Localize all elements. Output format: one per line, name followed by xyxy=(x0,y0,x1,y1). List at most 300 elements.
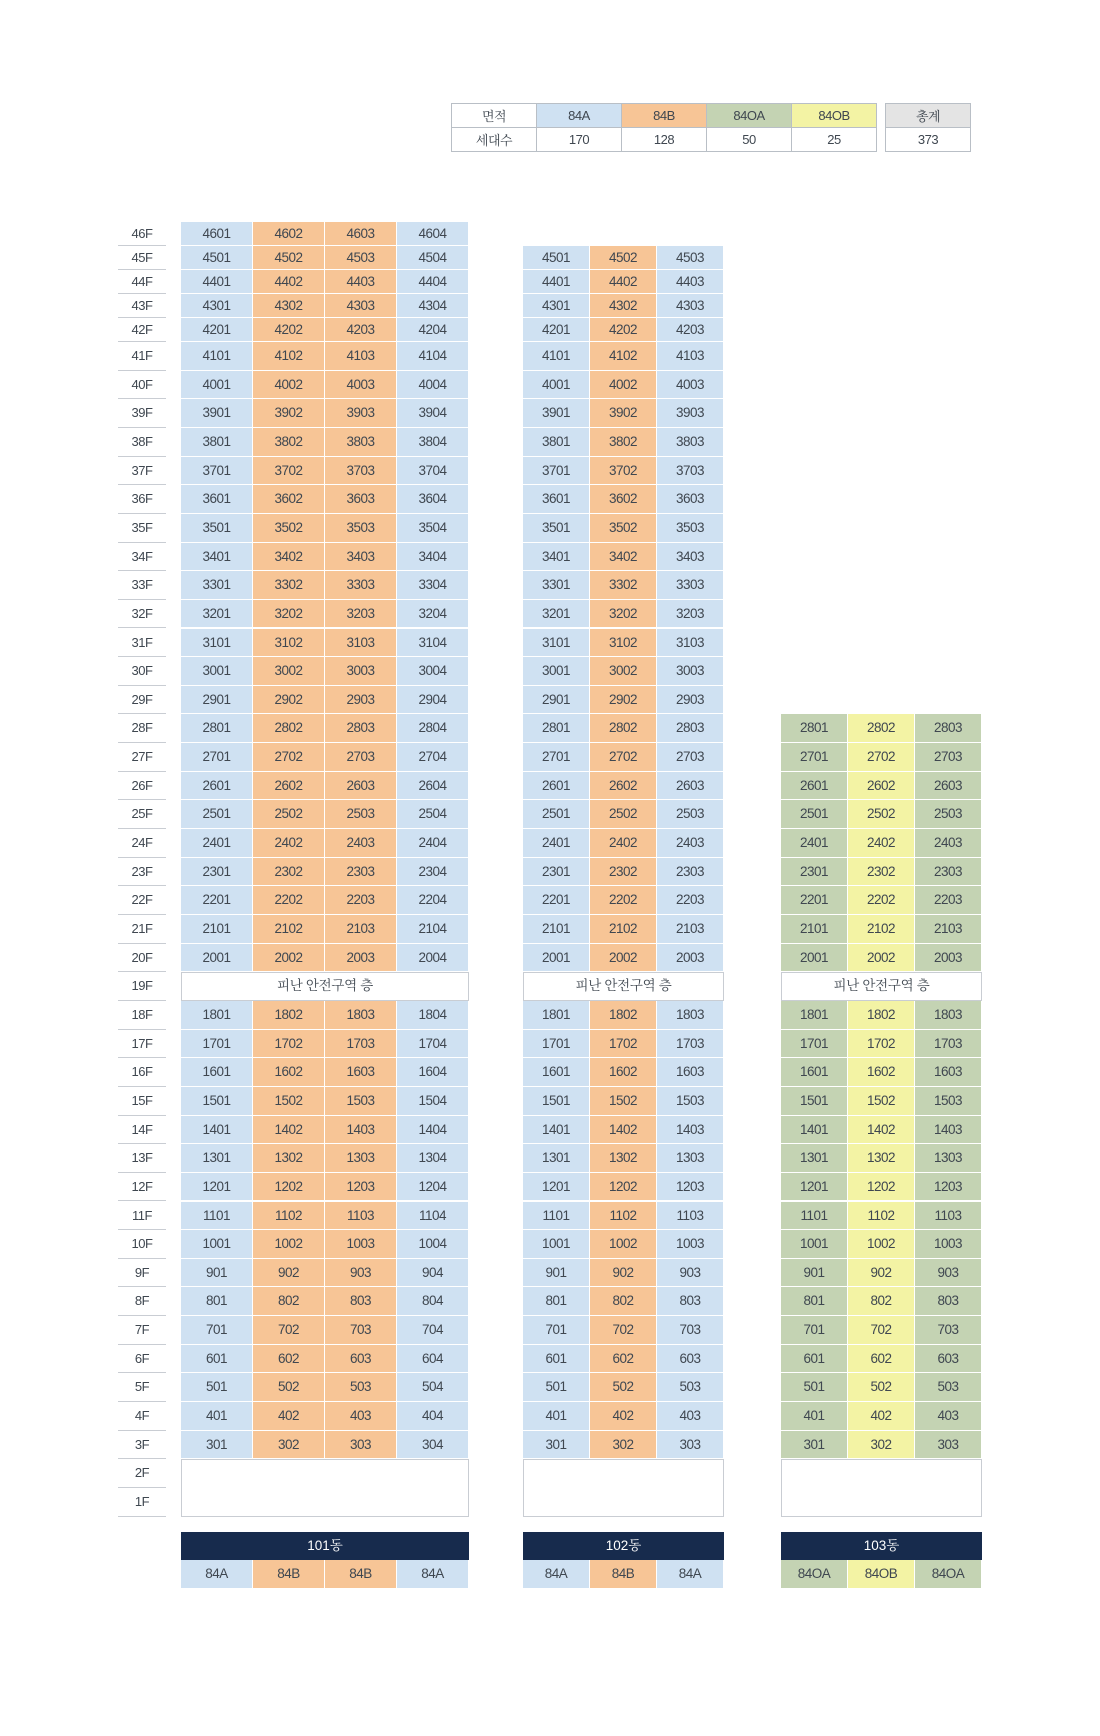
column-type-label: 84B xyxy=(253,1560,325,1588)
column-type-label: 84A xyxy=(523,1560,590,1588)
unit-cell: 3102 xyxy=(253,629,325,658)
floor-label: 35F xyxy=(118,514,166,543)
unit-cell: 2103 xyxy=(325,915,397,944)
unit-cell: 303 xyxy=(657,1431,724,1460)
unit-cell: 3503 xyxy=(657,514,724,543)
floor-label: 25F xyxy=(118,800,166,829)
unit-cell: 2602 xyxy=(590,772,657,801)
unit-cell: 3603 xyxy=(325,485,397,514)
unit-cell: 3101 xyxy=(181,629,253,658)
unit-cell: 3601 xyxy=(181,485,253,514)
unit-cell: 2104 xyxy=(397,915,469,944)
unit-cell: 4302 xyxy=(253,294,325,318)
legend-type-84a: 84A xyxy=(537,104,622,128)
unit-cell: 4503 xyxy=(325,246,397,270)
unit-cell: 4301 xyxy=(523,294,590,318)
unit-cell: 902 xyxy=(590,1259,657,1288)
unit-cell: 4203 xyxy=(657,318,724,342)
unit-cell: 3304 xyxy=(397,571,469,600)
unit-cell: 1602 xyxy=(848,1058,915,1087)
column-type-label: 84A xyxy=(181,1560,253,1588)
unit-cell: 4004 xyxy=(397,371,469,400)
unit-cell: 3002 xyxy=(590,657,657,686)
unit-cell: 1001 xyxy=(781,1230,848,1259)
unit-cell: 2101 xyxy=(781,915,848,944)
unit-cell: 1201 xyxy=(523,1173,590,1202)
unit-cell: 302 xyxy=(590,1431,657,1460)
unit-cell: 3502 xyxy=(253,514,325,543)
unit-cell: 3501 xyxy=(181,514,253,543)
unit-cell: 1603 xyxy=(325,1058,397,1087)
unit-cell: 4602 xyxy=(253,222,325,246)
unit-cell: 2404 xyxy=(397,829,469,858)
unit-cell: 2603 xyxy=(657,772,724,801)
unit-cell: 3904 xyxy=(397,399,469,428)
unit-cell: 2802 xyxy=(848,714,915,743)
legend-count-84a: 170 xyxy=(537,128,622,152)
unit-cell: 601 xyxy=(523,1345,590,1374)
unit-cell: 3202 xyxy=(253,600,325,629)
unit-cell: 1601 xyxy=(781,1058,848,1087)
unit-cell: 1703 xyxy=(915,1030,982,1059)
unit-cell: 4502 xyxy=(590,246,657,270)
unit-cell: 2301 xyxy=(523,858,590,887)
legend-type-84oa: 84OA xyxy=(707,104,792,128)
unit-cell: 1103 xyxy=(915,1202,982,1231)
unit-cell: 2904 xyxy=(397,686,469,715)
floor-label: 28F xyxy=(118,714,166,743)
unit-cell: 3701 xyxy=(181,457,253,486)
unit-cell: 803 xyxy=(915,1287,982,1316)
unit-cell: 2402 xyxy=(848,829,915,858)
unit-cell: 2403 xyxy=(915,829,982,858)
unit-cell: 402 xyxy=(848,1402,915,1431)
unit-cell: 2203 xyxy=(915,886,982,915)
legend-gap xyxy=(877,128,886,152)
floor-label: 36F xyxy=(118,485,166,514)
unit-cell: 3201 xyxy=(523,600,590,629)
floor-label: 2F xyxy=(118,1459,166,1488)
unit-cell: 503 xyxy=(325,1373,397,1402)
unit-cell: 301 xyxy=(523,1431,590,1460)
unit-cell: 3804 xyxy=(397,428,469,457)
unit-cell: 2504 xyxy=(397,800,469,829)
floor-label: 24F xyxy=(118,829,166,858)
unit-cell: 903 xyxy=(657,1259,724,1288)
unit-cell: 304 xyxy=(397,1431,469,1460)
unit-type-legend xyxy=(451,103,971,152)
unit-cell: 1303 xyxy=(915,1144,982,1173)
unit-cell: 303 xyxy=(915,1431,982,1460)
unit-cell: 3402 xyxy=(590,543,657,572)
unit-cell: 1002 xyxy=(590,1230,657,1259)
unit-cell: 902 xyxy=(848,1259,915,1288)
floor-label: 8F xyxy=(118,1287,166,1316)
unit-cell: 1203 xyxy=(325,1173,397,1202)
floor-label: 44F xyxy=(118,270,166,294)
unit-cell: 601 xyxy=(781,1345,848,1374)
unit-cell: 4401 xyxy=(181,270,253,294)
unit-cell: 3703 xyxy=(325,457,397,486)
unit-cell: 1303 xyxy=(657,1144,724,1173)
unit-cell: 1702 xyxy=(590,1030,657,1059)
unit-cell: 2303 xyxy=(657,858,724,887)
podium-floors xyxy=(523,1459,724,1516)
unit-cell: 4304 xyxy=(397,294,469,318)
unit-cell: 2103 xyxy=(915,915,982,944)
floor-label: 39F xyxy=(118,399,166,428)
unit-cell: 1701 xyxy=(181,1030,253,1059)
unit-cell: 502 xyxy=(253,1373,325,1402)
unit-cell: 1201 xyxy=(781,1173,848,1202)
unit-cell: 502 xyxy=(848,1373,915,1402)
unit-cell: 2003 xyxy=(915,944,982,973)
unit-cell: 2002 xyxy=(253,944,325,973)
floor-label: 9F xyxy=(118,1259,166,1288)
unit-cell: 404 xyxy=(397,1402,469,1431)
unit-cell: 2303 xyxy=(325,858,397,887)
unit-cell: 2202 xyxy=(253,886,325,915)
floor-label: 14F xyxy=(118,1116,166,1145)
unit-cell: 2003 xyxy=(325,944,397,973)
unit-cell: 1202 xyxy=(253,1173,325,1202)
unit-cell: 2902 xyxy=(590,686,657,715)
unit-cell: 1003 xyxy=(657,1230,724,1259)
legend-count-84b: 128 xyxy=(622,128,707,152)
unit-cell: 4001 xyxy=(181,371,253,400)
unit-cell: 4501 xyxy=(523,246,590,270)
column-type-label: 84B xyxy=(325,1560,397,1588)
unit-cell: 1001 xyxy=(523,1230,590,1259)
unit-cell: 1502 xyxy=(848,1087,915,1116)
unit-cell: 4303 xyxy=(325,294,397,318)
unit-cell: 3502 xyxy=(590,514,657,543)
floor-label: 21F xyxy=(118,915,166,944)
floor-label: 46F xyxy=(118,222,166,246)
unit-cell: 301 xyxy=(781,1431,848,1460)
unit-cell: 3703 xyxy=(657,457,724,486)
unit-cell: 2003 xyxy=(657,944,724,973)
unit-cell: 3601 xyxy=(523,485,590,514)
unit-cell: 802 xyxy=(848,1287,915,1316)
floor-label: 7F xyxy=(118,1316,166,1345)
legend-count-84oa: 50 xyxy=(707,128,792,152)
unit-cell: 2201 xyxy=(181,886,253,915)
unit-cell: 1602 xyxy=(590,1058,657,1087)
building-name: 102동 xyxy=(523,1532,724,1560)
unit-cell: 3704 xyxy=(397,457,469,486)
floor-label: 40F xyxy=(118,371,166,400)
refuge-floor-row: 피난 안전구역 층 xyxy=(523,972,724,1001)
unit-cell: 3404 xyxy=(397,543,469,572)
unit-cell: 603 xyxy=(657,1345,724,1374)
unit-cell: 1803 xyxy=(325,1001,397,1030)
floor-label: 12F xyxy=(118,1173,166,1202)
unit-cell: 801 xyxy=(181,1287,253,1316)
unit-cell: 2103 xyxy=(657,915,724,944)
unit-cell: 3003 xyxy=(657,657,724,686)
unit-cell: 2201 xyxy=(781,886,848,915)
unit-cell: 2902 xyxy=(253,686,325,715)
unit-cell: 4201 xyxy=(523,318,590,342)
unit-cell: 1102 xyxy=(590,1202,657,1231)
unit-cell: 3901 xyxy=(181,399,253,428)
unit-cell: 4103 xyxy=(657,342,724,371)
unit-cell: 4402 xyxy=(253,270,325,294)
unit-cell: 2802 xyxy=(253,714,325,743)
unit-cell: 1302 xyxy=(848,1144,915,1173)
unit-cell: 3302 xyxy=(590,571,657,600)
unit-cell: 4301 xyxy=(181,294,253,318)
unit-cell: 4601 xyxy=(181,222,253,246)
floor-label: 30F xyxy=(118,657,166,686)
unit-cell: 4103 xyxy=(325,342,397,371)
unit-cell: 4401 xyxy=(523,270,590,294)
unit-cell: 503 xyxy=(657,1373,724,1402)
legend-count-84ob: 25 xyxy=(792,128,877,152)
unit-cell: 2502 xyxy=(848,800,915,829)
unit-cell: 801 xyxy=(523,1287,590,1316)
floor-label: 31F xyxy=(118,629,166,658)
unit-cell: 1101 xyxy=(181,1202,253,1231)
unit-cell: 1402 xyxy=(848,1116,915,1145)
unit-cell: 2702 xyxy=(253,743,325,772)
unit-cell: 2601 xyxy=(181,772,253,801)
unit-cell: 4002 xyxy=(253,371,325,400)
floor-label: 26F xyxy=(118,772,166,801)
unit-cell: 901 xyxy=(523,1259,590,1288)
unit-cell: 1403 xyxy=(915,1116,982,1145)
unit-cell: 1501 xyxy=(523,1087,590,1116)
unit-cell: 501 xyxy=(523,1373,590,1402)
floor-label: 11F xyxy=(118,1202,166,1231)
unit-cell: 2302 xyxy=(253,858,325,887)
unit-cell: 302 xyxy=(253,1431,325,1460)
unit-cell: 2203 xyxy=(325,886,397,915)
unit-cell: 804 xyxy=(397,1287,469,1316)
unit-cell: 2503 xyxy=(657,800,724,829)
unit-cell: 2401 xyxy=(781,829,848,858)
unit-cell: 802 xyxy=(590,1287,657,1316)
unit-cell: 3102 xyxy=(590,629,657,658)
legend-type-84ob: 84OB xyxy=(792,104,877,128)
unit-cell: 3604 xyxy=(397,485,469,514)
unit-cell: 3803 xyxy=(325,428,397,457)
unit-cell: 1004 xyxy=(397,1230,469,1259)
unit-cell: 1103 xyxy=(325,1202,397,1231)
unit-cell: 4101 xyxy=(181,342,253,371)
unit-cell: 2703 xyxy=(915,743,982,772)
unit-cell: 2302 xyxy=(848,858,915,887)
unit-cell: 402 xyxy=(590,1402,657,1431)
unit-cell: 803 xyxy=(325,1287,397,1316)
unit-cell: 2301 xyxy=(181,858,253,887)
unit-cell: 1503 xyxy=(325,1087,397,1116)
unit-cell: 2001 xyxy=(181,944,253,973)
floor-label: 29F xyxy=(118,686,166,715)
unit-cell: 2401 xyxy=(523,829,590,858)
unit-cell: 2204 xyxy=(397,886,469,915)
unit-cell: 2402 xyxy=(590,829,657,858)
unit-cell: 701 xyxy=(781,1316,848,1345)
unit-cell: 2502 xyxy=(590,800,657,829)
floor-label: 13F xyxy=(118,1144,166,1173)
unit-cell: 4003 xyxy=(657,371,724,400)
unit-cell: 703 xyxy=(657,1316,724,1345)
column-type-label: 84B xyxy=(590,1560,657,1588)
unit-cell: 602 xyxy=(848,1345,915,1374)
unit-cell: 1002 xyxy=(253,1230,325,1259)
unit-cell: 1504 xyxy=(397,1087,469,1116)
unit-cell: 702 xyxy=(253,1316,325,1345)
unit-cell: 3101 xyxy=(523,629,590,658)
floor-label: 17F xyxy=(118,1030,166,1059)
building-name: 103동 xyxy=(781,1532,982,1560)
unit-cell: 502 xyxy=(590,1373,657,1402)
unit-cell: 3702 xyxy=(590,457,657,486)
unit-cell: 3201 xyxy=(181,600,253,629)
floor-label: 22F xyxy=(118,886,166,915)
unit-cell: 3203 xyxy=(325,600,397,629)
unit-cell: 3303 xyxy=(325,571,397,600)
unit-cell: 2001 xyxy=(781,944,848,973)
unit-cell: 501 xyxy=(181,1373,253,1402)
unit-cell: 2301 xyxy=(781,858,848,887)
unit-cell: 2801 xyxy=(781,714,848,743)
unit-cell: 1303 xyxy=(325,1144,397,1173)
unit-cell: 3702 xyxy=(253,457,325,486)
unit-cell: 2701 xyxy=(781,743,848,772)
unit-cell: 1001 xyxy=(181,1230,253,1259)
floor-label: 23F xyxy=(118,858,166,887)
unit-cell: 2803 xyxy=(657,714,724,743)
unit-cell: 1601 xyxy=(523,1058,590,1087)
floor-label: 3F xyxy=(118,1431,166,1460)
floor-label: 45F xyxy=(118,246,166,270)
unit-cell: 703 xyxy=(325,1316,397,1345)
unit-cell: 1103 xyxy=(657,1202,724,1231)
unit-cell: 501 xyxy=(781,1373,848,1402)
unit-cell: 1802 xyxy=(590,1001,657,1030)
unit-cell: 3801 xyxy=(181,428,253,457)
unit-cell: 1402 xyxy=(590,1116,657,1145)
unit-cell: 603 xyxy=(325,1345,397,1374)
unit-cell: 4001 xyxy=(523,371,590,400)
unit-cell: 2503 xyxy=(325,800,397,829)
unit-cell: 1703 xyxy=(657,1030,724,1059)
legend-type-84b: 84B xyxy=(622,104,707,128)
unit-cell: 702 xyxy=(590,1316,657,1345)
unit-cell: 4002 xyxy=(590,371,657,400)
floor-label: 38F xyxy=(118,428,166,457)
unit-cell: 4501 xyxy=(181,246,253,270)
unit-cell: 702 xyxy=(848,1316,915,1345)
floor-label: 42F xyxy=(118,318,166,342)
unit-cell: 3902 xyxy=(253,399,325,428)
unit-cell: 401 xyxy=(181,1402,253,1431)
unit-cell: 2202 xyxy=(590,886,657,915)
unit-cell: 1104 xyxy=(397,1202,469,1231)
unit-cell: 3403 xyxy=(325,543,397,572)
floor-label: 43F xyxy=(118,294,166,318)
unit-cell: 2302 xyxy=(590,858,657,887)
unit-cell: 2402 xyxy=(253,829,325,858)
legend-total-count: 373 xyxy=(886,128,971,152)
unit-cell: 903 xyxy=(325,1259,397,1288)
floor-label: 41F xyxy=(118,342,166,371)
unit-cell: 802 xyxy=(253,1287,325,1316)
floor-label: 34F xyxy=(118,543,166,572)
unit-cell: 2701 xyxy=(181,743,253,772)
unit-cell: 1304 xyxy=(397,1144,469,1173)
unit-cell: 3002 xyxy=(253,657,325,686)
unit-cell: 3001 xyxy=(523,657,590,686)
unit-cell: 3204 xyxy=(397,600,469,629)
unit-cell: 3402 xyxy=(253,543,325,572)
unit-cell: 4403 xyxy=(325,270,397,294)
unit-cell: 2403 xyxy=(325,829,397,858)
column-type-label: 84OA xyxy=(781,1560,848,1588)
unit-cell: 2502 xyxy=(253,800,325,829)
unit-cell: 2002 xyxy=(590,944,657,973)
unit-cell: 2403 xyxy=(657,829,724,858)
unit-cell: 2304 xyxy=(397,858,469,887)
column-type-label: 84A xyxy=(397,1560,469,1588)
floor-label: 10F xyxy=(118,1230,166,1259)
legend-count-header: 세대수 xyxy=(452,128,537,152)
unit-cell: 3603 xyxy=(657,485,724,514)
unit-cell: 1203 xyxy=(657,1173,724,1202)
unit-cell: 1501 xyxy=(181,1087,253,1116)
unit-cell: 3403 xyxy=(657,543,724,572)
unit-cell: 3701 xyxy=(523,457,590,486)
unit-cell: 1601 xyxy=(181,1058,253,1087)
unit-cell: 1604 xyxy=(397,1058,469,1087)
unit-cell: 4101 xyxy=(523,342,590,371)
unit-cell: 2803 xyxy=(915,714,982,743)
column-type-label: 84A xyxy=(657,1560,724,1588)
unit-cell: 2801 xyxy=(181,714,253,743)
unit-cell: 4603 xyxy=(325,222,397,246)
unit-cell: 2703 xyxy=(325,743,397,772)
unit-cell: 2101 xyxy=(181,915,253,944)
unit-cell: 2901 xyxy=(181,686,253,715)
unit-cell: 2603 xyxy=(325,772,397,801)
unit-cell: 2903 xyxy=(325,686,397,715)
unit-cell: 4402 xyxy=(590,270,657,294)
unit-cell: 4104 xyxy=(397,342,469,371)
unit-cell: 3001 xyxy=(181,657,253,686)
unit-cell: 2704 xyxy=(397,743,469,772)
unit-cell: 2203 xyxy=(657,886,724,915)
unit-cell: 2401 xyxy=(181,829,253,858)
legend-total-header: 총계 xyxy=(886,104,971,128)
unit-cell: 1101 xyxy=(781,1202,848,1231)
unit-cell: 2601 xyxy=(523,772,590,801)
unit-cell: 2002 xyxy=(848,944,915,973)
unit-cell: 4102 xyxy=(253,342,325,371)
unit-cell: 1803 xyxy=(915,1001,982,1030)
unit-cell: 4604 xyxy=(397,222,469,246)
unit-cell: 1701 xyxy=(781,1030,848,1059)
unit-cell: 4201 xyxy=(181,318,253,342)
unit-cell: 1402 xyxy=(253,1116,325,1145)
unit-cell: 701 xyxy=(181,1316,253,1345)
unit-cell: 3501 xyxy=(523,514,590,543)
unit-cell: 1302 xyxy=(590,1144,657,1173)
unit-cell: 2604 xyxy=(397,772,469,801)
unit-cell: 3302 xyxy=(253,571,325,600)
